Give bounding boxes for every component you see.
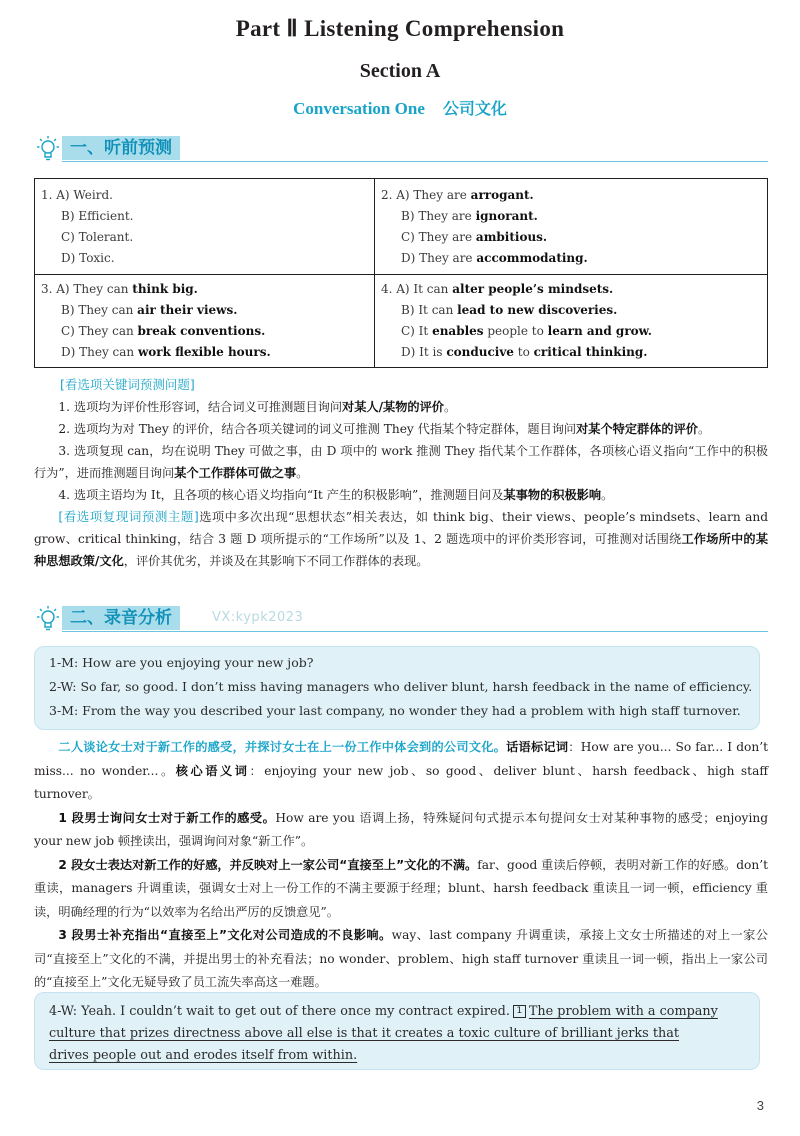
prediction-analysis (34, 374, 768, 572)
heading-recording-analysis (34, 604, 768, 634)
q2-option-c: C) They are ambitious. (401, 230, 548, 244)
q1-option-a: 1. A) Weird. (41, 188, 113, 202)
analysis-item-1: 1. 选项均为评价性形容词，结合词义可推测题目询问对某人/某物的评价。 (58, 400, 457, 414)
lightbulb-icon (34, 134, 62, 164)
heading-label: 一、听前预测 (62, 136, 180, 160)
q4-option-d: D) It is conducive to critical thinking. (401, 345, 648, 359)
tag-topic-prediction: [看选项复现词预测主题] (58, 509, 199, 524)
q3-option-c: C) They can break conventions. (61, 324, 266, 338)
analysis-item-2: 2. 选项均为对 They 的评价，结合各项关键词的词义可推测 They 代指某个特定群体，题目询问对某个特定群体的评价。 (58, 422, 711, 436)
transcript-line-4-cont-1: culture that prizes directness above all else is that it creates a toxic culture of brilliant jerks that (49, 1026, 679, 1041)
section-title: Section A (359, 60, 441, 82)
q2-option-b: B) They are ignorant. (401, 209, 538, 223)
heading-rule (62, 631, 768, 632)
analysis-item-4: 4. 选项主语均为 It，且各项的核心语义均指向“It 产生的积极影响”，推测题目问及某事物的积极影响。 (58, 488, 614, 502)
q3-option-b: B) They can air their views. (61, 303, 238, 317)
q2-option-a: 2. A) They are arrogant. (381, 188, 534, 202)
question-1 (41, 185, 133, 269)
transcript-line-4: 4-W: Yeah. I couldn’t wait to get out of there once my contract expired. 1 The problem with a company (49, 1004, 718, 1019)
q2-option-d: D) They are accommodating. (401, 251, 588, 265)
table-divider-vertical (374, 179, 375, 367)
notes-paragraph-2: 2 段女士表达对新工作的好感，并反映对上一家公司“直接至上”文化的不满。far、good 重读后停顿，表明对新工作的好感。don’t 重读，managers 升调重读，强调女士对上一份工作的不满主要源于经理；blunt、harsh feedback 重读且一词一顿，efficiency 重读，明确经理的行为“以效率为名给出严厉的反馈意见”。 (34, 857, 768, 919)
part-title: Part Ⅱ Listening Comprehension (235, 16, 565, 41)
notes-summary: 二人谈论女士对于新工作的感受，并探讨女士在上一份工作中体会到的公司文化。话语标记词：How are you... So far... I don’t miss... no wonder...。核心语义词：enjoying your new job、so good、deliver blunt、harsh feedback、high staff turnover。 (34, 740, 768, 801)
options-table (34, 178, 768, 368)
transcript-line-1: 1-M: How are you enjoying your new job? (49, 655, 314, 670)
transcript-box-2 (34, 992, 760, 1070)
tag-keyword-prediction: [看选项关键词预测问题] (60, 377, 195, 392)
analysis-topic: [看选项复现词预测主题]选项中多次出现“思想状态”相关表达，如 think big、their views、people’s mindsets、learn and grow、critical thinking，结合 3 题 D 项所提示的“工作场所”以及 1、2 题选项中的评价类形容词，可推测对话围绕工作场所中的某种思想政策/文化，评价其优劣，并谈及在其影响下不同工作群体的表现。 (34, 509, 769, 568)
conversation-label: Conversation One (293, 99, 425, 118)
q4-option-c: C) It enables people to learn and grow. (401, 324, 652, 338)
question-4 (381, 279, 652, 363)
table-divider-horizontal (35, 274, 767, 275)
transcript-line-2: 2-W: So far, so good. I don’t miss having managers who deliver blunt, harsh feedback in the name of efficiency. (49, 679, 753, 694)
recording-notes (34, 736, 768, 995)
question-3 (41, 279, 271, 363)
transcript-box-1 (34, 646, 760, 730)
lightbulb-icon (34, 604, 62, 634)
page-number: 3 (756, 1098, 764, 1113)
question-2 (381, 185, 588, 269)
heading-rule (62, 161, 768, 162)
q1-option-c: C) Tolerant. (61, 230, 134, 244)
question-marker: 1 (513, 1005, 526, 1018)
notes-paragraph-3: 3 段男士补充指出“直接至上”文化对公司造成的不良影响。way、last company 升调重读，承接上文女士所描述的对上一家公司“直接至上”文化的不满，并提出男士的补充看法；no wonder、problem、high staff turnover 重读且一词一顿，指出上一家公司的“直接至上”文化无疑导致了员工流失率高这一难题。 (34, 928, 768, 989)
heading-label: 二、录音分析 (62, 606, 180, 630)
conversation-title (0, 96, 800, 119)
q3-option-d: D) They can work flexible hours. (61, 345, 271, 359)
watermark: VX:kypk2023 (212, 610, 304, 625)
notes-paragraph-1: 1 段男士询问女士对于新工作的感受。How are you 语调上扬，特殊疑问句式提示本句提问女士对某种事物的感受；enjoying your new job 顿挫读出，强调询问对象“新工作”。 (34, 810, 768, 848)
analysis-item-3: 3. 选项复现 can，均在说明 They 可做之事，由 D 项中的 work 推测 They 指代某个工作群体，各项核心语义指向“工作中的积极行为”，进而推测题目询问某个工作群体可做之事。 (34, 444, 768, 480)
q4-option-a: 4. A) It can alter people’s mindsets. (381, 282, 614, 296)
heading-prediction (34, 134, 768, 164)
transcript-line-4-cont-2: drives people out and erodes itself from within. (49, 1048, 358, 1063)
q1-option-d: D) Toxic. (61, 251, 115, 265)
conversation-topic: 公司文化 (442, 99, 507, 118)
q4-option-b: B) It can lead to new discoveries. (401, 303, 618, 317)
q1-option-b: B) Efficient. (61, 209, 134, 223)
q3-option-a: 3. A) They can think big. (41, 282, 198, 296)
transcript-line-3: 3-M: From the way you described your last company, no wonder they had a problem with high staff turnover. (49, 703, 741, 718)
